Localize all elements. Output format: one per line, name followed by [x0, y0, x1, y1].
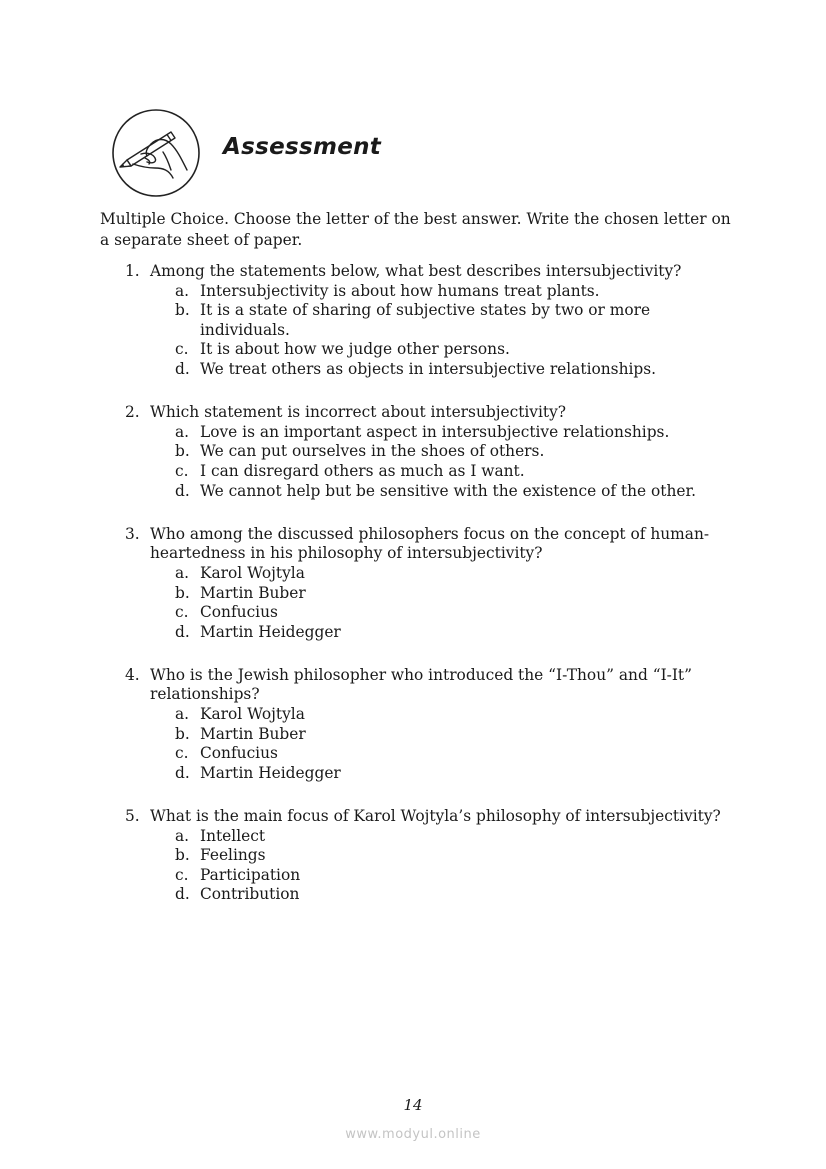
option-list [150, 705, 730, 783]
option-a [150, 423, 730, 443]
option-list [150, 564, 730, 642]
option-d [150, 764, 730, 784]
option-text: Karol Wojtyla [200, 705, 305, 724]
option-text: Intellect [200, 826, 266, 845]
page-title: Assessment [223, 134, 382, 160]
option-letter: b. [175, 583, 190, 602]
option-a [150, 564, 730, 584]
option-c [150, 462, 730, 482]
option-letter: a. [175, 826, 190, 845]
option-a [150, 282, 730, 302]
question-number: 5. [125, 807, 140, 826]
option-list [150, 282, 730, 380]
option-text: Karol Wojtyla [200, 563, 305, 582]
option-text: It is a state of sharing of subjective states by two or more individuals. [200, 301, 651, 339]
option-text: Feelings [200, 846, 266, 865]
option-c [150, 866, 730, 886]
question-text: Who is the Jewish philosopher who introduced the “I-Thou” and “I-It” relationships? [150, 665, 692, 704]
option-c [150, 603, 730, 623]
option-letter: b. [175, 442, 190, 461]
option-letter: b. [175, 724, 190, 743]
option-letter: d. [175, 359, 190, 378]
option-text: Participation [200, 865, 301, 884]
question-number: 2. [125, 403, 140, 422]
option-letter: c. [175, 865, 189, 884]
hand-writing-pencil-icon [111, 108, 201, 198]
option-text: It is about how we judge other persons. [200, 340, 510, 359]
option-a [150, 705, 730, 725]
question-number: 1. [125, 262, 140, 280]
page-number: 14 [403, 1096, 423, 1114]
question-number: 3. [125, 524, 140, 543]
option-text: Intersubjectivity is about how humans treat plants. [200, 281, 600, 300]
question-3 [0, 525, 730, 643]
option-b [150, 725, 730, 745]
option-a [150, 827, 730, 847]
instructions-text: Multiple Choice. Choose the letter of the best answer. Write the chosen letter on a separate sheet of paper. [100, 210, 731, 249]
option-text: Martin Buber [200, 583, 306, 602]
option-c [150, 744, 730, 764]
question-text: What is the main focus of Karol Wojtyla’s philosophy of intersubjectivity? [150, 807, 721, 826]
option-b [150, 584, 730, 604]
question-text: Among the statements below, what best describes intersubjectivity? [150, 262, 682, 280]
watermark: www.modyul.online [345, 1127, 481, 1142]
option-letter: b. [175, 846, 190, 865]
option-text: Confucius [200, 603, 278, 622]
option-b [150, 301, 730, 340]
option-text: We treat others as objects in intersubjective relationships. [200, 359, 657, 378]
option-letter: a. [175, 705, 190, 724]
option-text: Martin Heidegger [200, 763, 341, 782]
option-letter: c. [175, 603, 189, 622]
option-letter: d. [175, 763, 190, 782]
option-letter: a. [175, 563, 190, 582]
question-list [0, 262, 826, 929]
option-d [150, 360, 730, 380]
option-b [150, 846, 730, 866]
question-number: 4. [125, 665, 140, 684]
option-b [150, 442, 730, 462]
option-letter: a. [175, 281, 190, 300]
option-c [150, 340, 730, 360]
option-letter: d. [175, 622, 190, 641]
option-text: Contribution [200, 885, 300, 904]
question-1 [0, 262, 730, 380]
question-text: Which statement is incorrect about intersubjectivity? [150, 403, 567, 422]
question-5 [0, 807, 730, 905]
option-letter: c. [175, 340, 189, 359]
option-text: Martin Heidegger [200, 622, 341, 641]
option-letter: a. [175, 422, 190, 441]
option-list [150, 827, 730, 905]
option-text: I can disregard others as much as I want. [200, 461, 525, 480]
question-2 [0, 403, 730, 501]
option-text: We can put ourselves in the shoes of others. [200, 442, 545, 461]
option-d [150, 482, 730, 502]
option-text: Martin Buber [200, 724, 306, 743]
option-d [150, 885, 730, 905]
option-letter: c. [175, 744, 189, 763]
option-letter: d. [175, 885, 190, 904]
option-letter: c. [175, 461, 189, 480]
option-text: Confucius [200, 744, 278, 763]
option-text: We cannot help but be sensitive with the existence of the other. [200, 481, 697, 500]
question-4 [0, 666, 730, 784]
question-text: Who among the discussed philosophers focus on the concept of human-heartedness in his philosophy of intersubjectivity? [150, 524, 710, 563]
option-list [150, 423, 730, 501]
option-text: Love is an important aspect in intersubjective relationships. [200, 422, 670, 441]
option-letter: b. [175, 301, 190, 320]
option-d [150, 623, 730, 643]
option-letter: d. [175, 481, 190, 500]
